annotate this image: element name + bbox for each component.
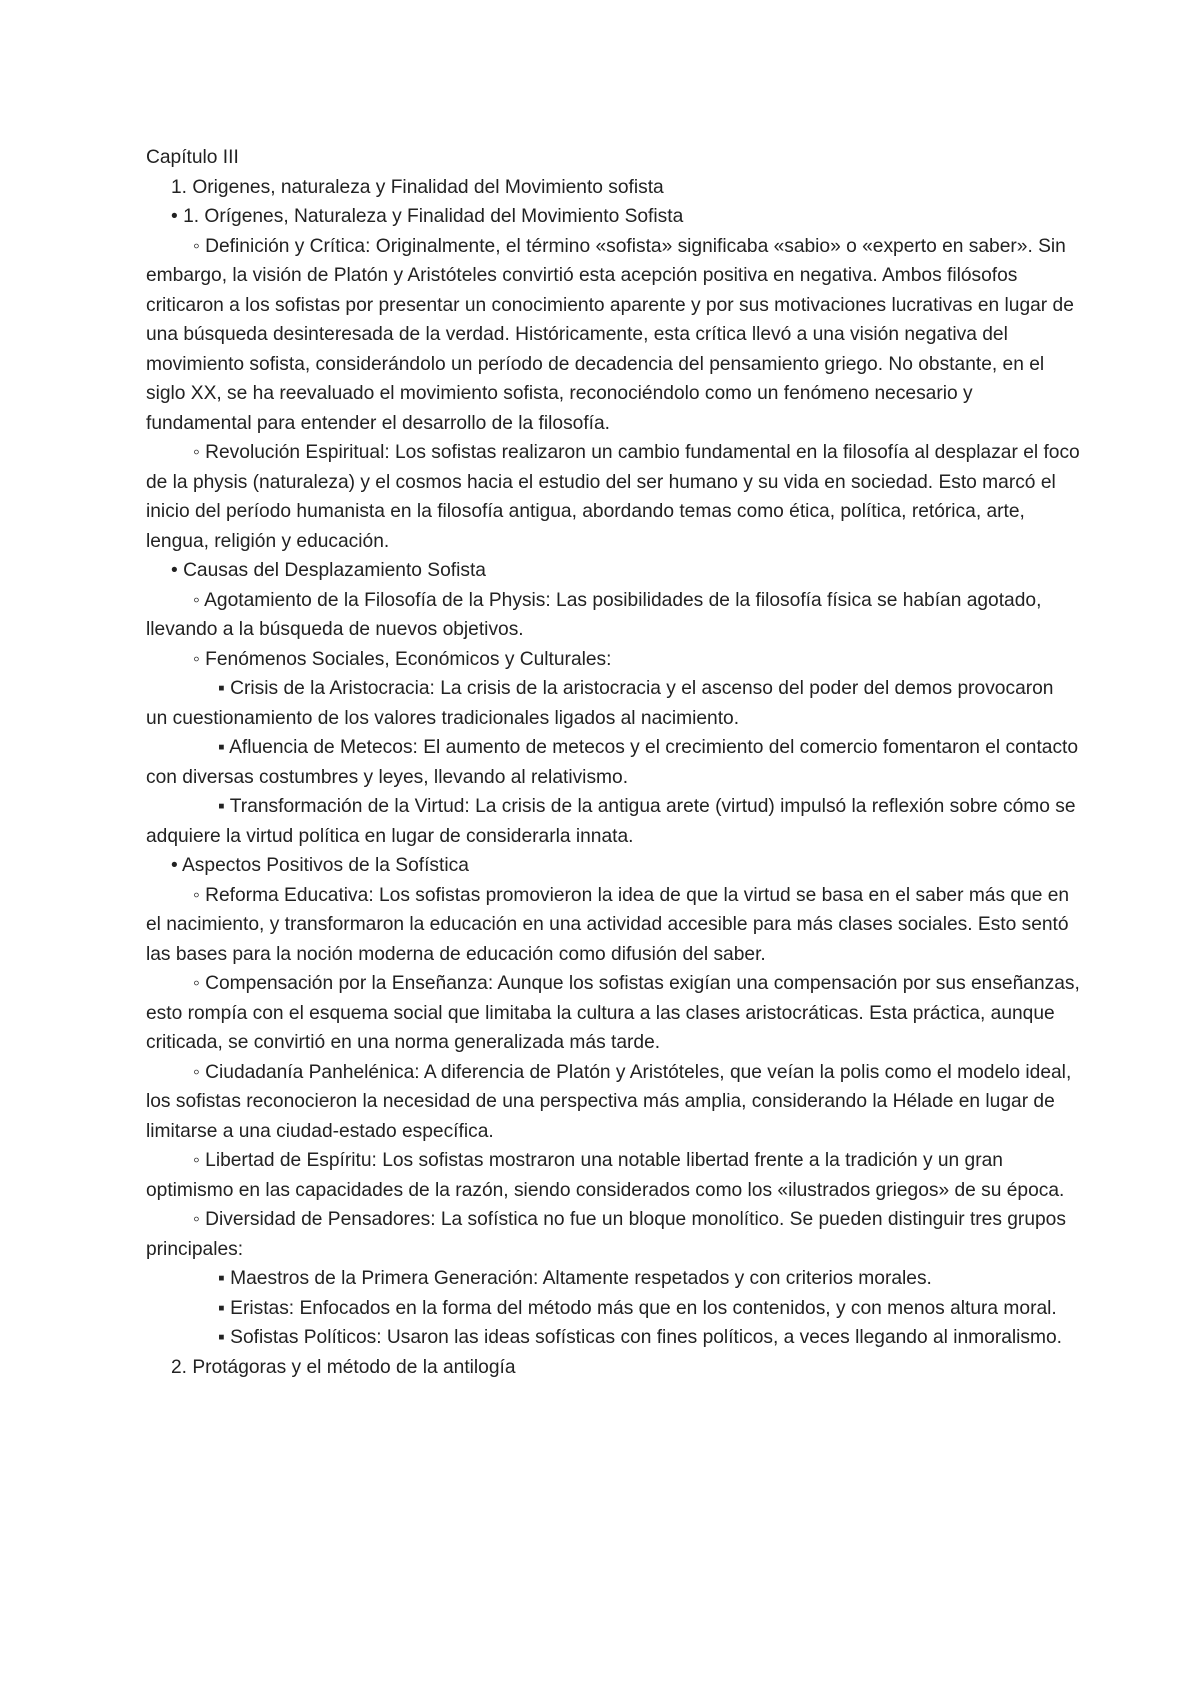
bullet-marker: ◦ <box>193 648 200 670</box>
outline-item <box>146 674 1080 733</box>
outline-item <box>146 881 1080 970</box>
outline-item-text: 1. Orígenes, Naturaleza y Finalidad del Movimiento Sofista <box>183 206 684 227</box>
bullet-marker: • <box>171 206 178 227</box>
outline-item <box>146 1264 1080 1294</box>
outline-item-text: Causas del Desplazamiento Sofista <box>183 560 486 581</box>
bullet-marker: ◦ <box>193 1061 200 1083</box>
section-heading-1: 1. Origenes, naturaleza y Finalidad del Movimiento sofista <box>171 176 664 198</box>
bullet-marker: ▪ <box>218 678 225 699</box>
bullet-marker: ◦ <box>193 973 200 994</box>
bullet-marker: ▪ <box>218 1268 225 1289</box>
bullet-marker: ▪ <box>218 737 225 758</box>
outline-item-text: Diversidad de Pensadores: La sofística no fue un bloque monolítico. Se pueden distinguir tres grupos principales: <box>146 1209 1066 1260</box>
outline-item-text: Crisis de la Aristocracia: La crisis de la aristocracia y el ascenso del poder del demos provocaron un cuestionamiento de los valores tradicionales ligados al nacimiento. <box>146 678 1054 729</box>
bullet-marker: ◦ <box>193 235 200 257</box>
outline-item-text: Fenómenos Sociales, Económicos y Culturales: <box>205 648 612 670</box>
outline-item <box>146 202 1080 232</box>
bullet-marker: ◦ <box>193 1150 200 1171</box>
section-heading-2: 2. Protágoras y el método de la antilogía <box>171 1356 516 1378</box>
outline-item <box>146 1205 1080 1264</box>
bullet-marker: ▪ <box>218 796 225 817</box>
outline-item-text: Definición y Crítica: Originalmente, el término «sofista» significaba «sabio» o «experto en saber». Sin embargo, la visión de Platón y Aristóteles convirtió esta acepción positiva en negativa. Ambos filósofos criticaron a los sofistas por presentar un conocimiento aparente y por sus motivaciones lucrativas en lugar de una búsqueda desinteresada de la verdad. Históricamente, esta crítica llevó a una visión negativa del movimiento sofista, considerándolo un período de decadencia del pensamiento griego. No obstante, en el siglo XX, se ha reevaluado el movimiento sofista, reconociéndolo como un fenómeno necesario y fundamental para entender el desarrollo de la filosofía. <box>146 235 1074 434</box>
bullet-marker: ◦ <box>193 884 200 906</box>
outline-item-text: Transformación de la Virtud: La crisis de la antigua arete (virtud) impulsó la reflexión sobre cómo se adquiere la virtud política en lugar de considerarla innata. <box>146 796 1076 847</box>
outline-item <box>146 232 1080 439</box>
outline-item-text: Ciudadanía Panhelénica: A diferencia de Platón y Aristóteles, que veían la polis como el modelo ideal, los sofistas reconocieron la necesidad de una perspectiva más amplia, considerando la Hélade en lugar de limitarse a una ciudad-estado específica. <box>146 1061 1072 1142</box>
outline-item-text: Sofistas Políticos: Usaron las ideas sofísticas con fines políticos, a veces llegando al inmoralismo. <box>230 1327 1063 1348</box>
outline-item <box>146 586 1080 645</box>
outline-item <box>146 556 1080 586</box>
outline-item <box>146 792 1080 851</box>
outline-item <box>146 645 1080 675</box>
chapter-heading: Capítulo III <box>146 147 239 168</box>
outline-item <box>146 851 1080 881</box>
bullet-marker: • <box>171 855 178 876</box>
outline-item-text: Compensación por la Enseñanza: Aunque los sofistas exigían una compensación por sus enseñanzas, esto rompía con el esquema social que limitaba la cultura a las clases aristocráticas. Esta práctica, aunque criticada, se convirtió en una norma generalizada más tarde. <box>146 973 1080 1053</box>
bullet-marker: ◦ <box>193 589 200 611</box>
outline-list <box>146 202 1080 1353</box>
outline-item-text: Maestros de la Primera Generación: Altamente respetados y con criterios morales. <box>230 1268 932 1289</box>
outline-item <box>146 438 1080 556</box>
outline-item-text: Eristas: Enfocados en la forma del método más que en los contenidos, y con menos altura moral. <box>230 1297 1057 1319</box>
outline-item-text: Reforma Educativa: Los sofistas promovieron la idea de que la virtud se basa en el saber más que en el nacimiento, y transformaron la educación en una actividad accesible para más clases sociales. Esto sentó las bases para la noción moderna de educación como difusión del saber. <box>146 884 1070 965</box>
outline-item <box>146 1294 1080 1324</box>
outline-item <box>146 733 1080 792</box>
bullet-marker: ▪ <box>218 1297 225 1319</box>
outline-item <box>146 1058 1080 1147</box>
outline-item-text: Revolución Espiritual: Los sofistas realizaron un cambio fundamental en la filosofía al desplazar el foco de la physis (naturaleza) y el cosmos hacia el estudio del ser humano y su vida en sociedad. Esto marcó el inicio del período humanista en la filosofía antigua, abordando temas como ética, política, retórica, arte, lengua, religión y educación. <box>146 442 1080 552</box>
outline-item-text: Afluencia de Metecos: El aumento de metecos y el crecimiento del comercio fomentaron el contacto con diversas costumbres y leyes, llevando al relativismo. <box>146 737 1079 788</box>
bullet-marker: ◦ <box>193 1209 200 1230</box>
bullet-marker: ◦ <box>193 442 200 463</box>
bullet-marker: • <box>171 560 178 581</box>
outline-item-text: Libertad de Espíritu: Los sofistas mostraron una notable libertad frente a la tradición y un gran optimismo en las capacidades de la razón, siendo considerados como los «ilustrados griegos» de su época. <box>146 1150 1065 1201</box>
outline-item <box>146 1146 1080 1205</box>
bullet-marker: ▪ <box>218 1327 225 1348</box>
outline-item-text: Agotamiento de la Filosofía de la Physis: Las posibilidades de la filosofía física se habían agotado, llevando a la búsqueda de nuevos objetivos. <box>146 589 1042 640</box>
outline-item-text: Aspectos Positivos de la Sofística <box>182 855 469 876</box>
outline-item <box>146 969 1080 1058</box>
outline-item <box>146 1323 1080 1353</box>
